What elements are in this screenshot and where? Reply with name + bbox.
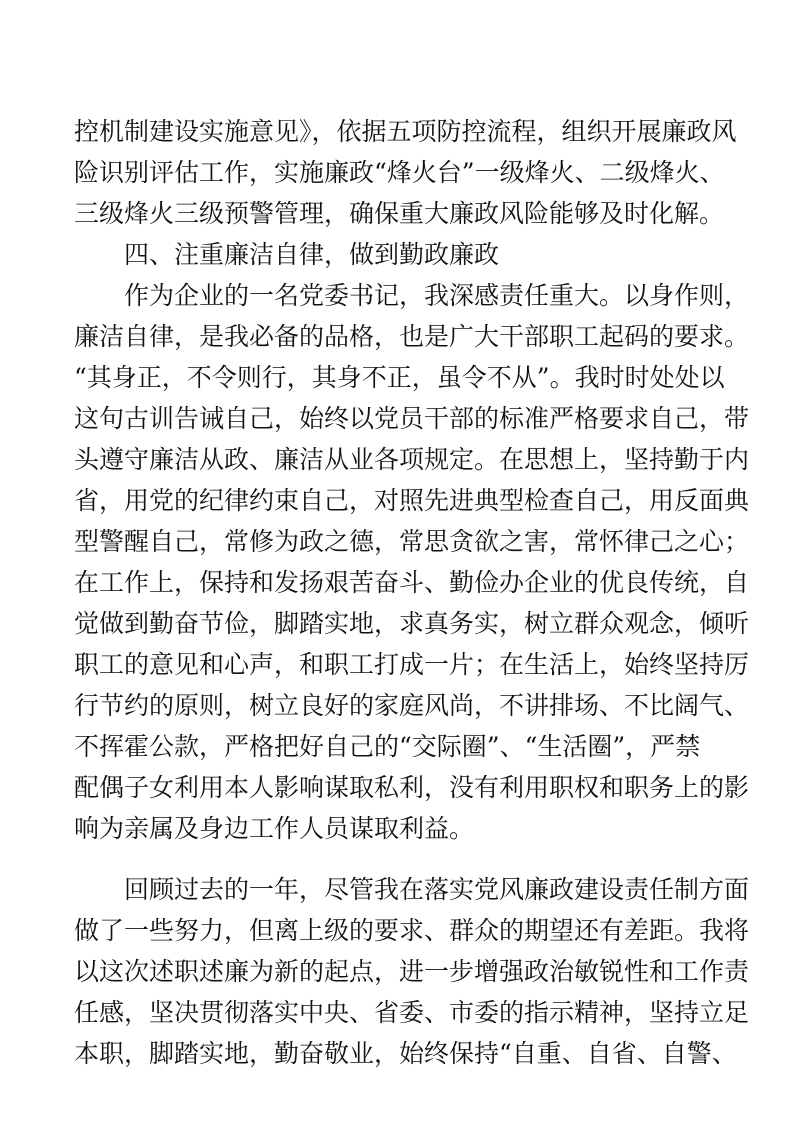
- text-line: 做了一些努力，但离上级的要求、群众的期望还有差距。我将: [74, 916, 750, 945]
- paragraph-self-discipline: [74, 275, 750, 849]
- text-line: 回顾过去的一年，尽管我在落实党风廉政建设责任制方面: [124, 875, 750, 904]
- text-line: 职工的意见和心声，和职工打成一片；在生活上，始终坚持厉: [74, 650, 750, 679]
- text-line: 这句古训告诫自己，始终以党员干部的标准严格要求自己，带: [74, 404, 750, 433]
- section-heading: [74, 234, 734, 275]
- text-line: 配偶子女利用本人影响谋取私利，没有利用职权和职务上的影: [74, 773, 750, 802]
- text-line: 险识别评估工作，实施廉政“烽火台”一级烽火、二级烽火、: [74, 158, 725, 187]
- paragraph-continued: [74, 111, 737, 234]
- text-line: 三级烽火三级预警管理，确保重大廉政风险能够及时化解。: [74, 199, 725, 228]
- document-body: [74, 111, 750, 1074]
- text-line: 在工作上，保持和发扬艰苦奋斗、勤俭办企业的优良传统，自: [74, 568, 750, 597]
- text-line: 作为企业的一名党委书记，我深感责任重大。以身作则，: [124, 281, 750, 310]
- text-line: 不挥霍公款，严格把好自己的“交际圈”、“生活圈”，严禁: [74, 732, 701, 761]
- text-line: 控机制建设实施意见》，依据五项防控流程，组织开展廉政风: [74, 117, 737, 146]
- text-line: “其身正，不令则行，其身不正，虽令不从”。我时时处处以: [74, 363, 725, 392]
- text-line: 头遵守廉洁从政、廉洁从业各项规定。在思想上，坚持勤于内: [74, 445, 750, 474]
- text-line: 本职，脚踏实地，勤奋敬业，始终保持“自重、自省、自警、: [74, 1039, 737, 1068]
- text-line: 任感，坚决贯彻落实中央、省委、市委的指示精神，坚持立足: [74, 998, 750, 1027]
- paragraph-review: [74, 869, 750, 1074]
- heading-line: 四、注重廉洁自律，做到勤政廉政: [124, 240, 500, 269]
- text-line: 响为亲属及身边工作人员谋取利益。: [74, 814, 475, 843]
- text-line: 省，用党的纪律约束自己，对照先进典型检查自己，用反面典: [74, 486, 750, 515]
- text-line: 行节约的原则，树立良好的家庭风尚，不讲排场、不比阔气、: [74, 691, 750, 720]
- text-line: 以这次述职述廉为新的起点，进一步增强政治敏锐性和工作责: [74, 957, 750, 986]
- text-line: 觉做到勤奋节俭，脚踏实地，求真务实，树立群众观念，倾听: [74, 609, 750, 638]
- paragraph-gap: [74, 849, 734, 869]
- text-line: 廉洁自律，是我必备的品格，也是广大干部职工起码的要求。: [74, 322, 750, 351]
- text-line: 型警醒自己，常修为政之德，常思贪欲之害，常怀律己之心；: [74, 527, 750, 556]
